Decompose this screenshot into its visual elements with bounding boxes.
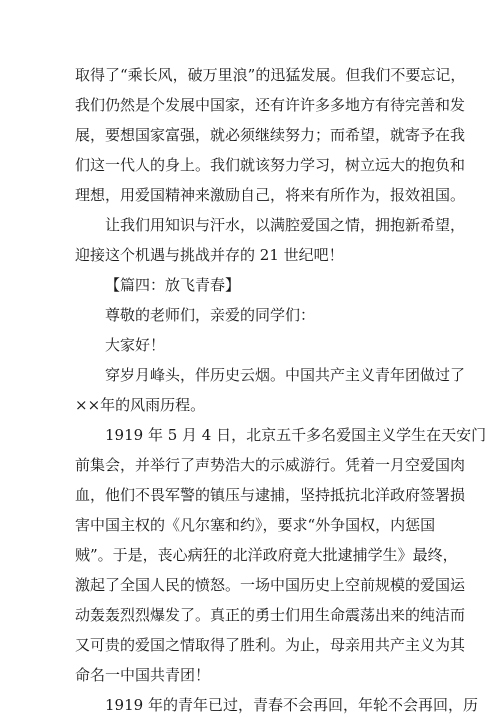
text-line: 血，他们不畏军警的镇压与逮捕，坚持抵抗北洋政府签署损 xyxy=(75,486,466,504)
text-line: 害中国主权的《凡尔塞和约》，要求“外争国权，内惩国 xyxy=(75,516,436,534)
text-line: 理想，用爱国精神来激励自己，将来有所作为，报效祖国。 xyxy=(75,186,466,204)
text-line: 1919 年的青年已过，青春不会再回，年轮不会再回，历 xyxy=(105,696,478,714)
text-line: 取得了“乘长风，破万里浪”的迅猛发展。但我们不要忘记， xyxy=(75,66,466,84)
text-line: ××年的风雨历程。 xyxy=(75,396,206,414)
text-line: 穿岁月峰头，伴历史云烟。中国共产主义青年团做过了 xyxy=(105,366,466,384)
text-line: 激起了全国人民的愤怒。一场中国历史上空前规模的爱国运 xyxy=(75,576,466,594)
text-line: 展，要想国家富强，就必须继续努力；而希望，就寄予在我 xyxy=(75,126,466,144)
text-line: 动轰轰烈烈爆发了。真正的勇士们用生命震荡出来的纯洁而 xyxy=(75,606,466,624)
text-line: 贼”。于是，丧心病狂的北洋政府竟大批逮捕学生》最终， xyxy=(75,546,458,564)
text-line: 让我们用知识与汗水，以满腔爱国之情，拥抱新希望， xyxy=(105,216,466,234)
text-line: 前集会，并举行了声势浩大的示威游行。凭着一月空爱国肉 xyxy=(75,456,466,474)
text-line: 1919 年 5 月 4 日，北京五千多名爱国主义学生在天安门 xyxy=(105,426,487,444)
salutation: 尊敬的老师们，亲爱的同学们： xyxy=(105,306,316,324)
greeting: 大家好！ xyxy=(105,336,166,354)
text-line: 命名一中国共青团！ xyxy=(75,666,211,684)
text-line: 又可贵的爱国之情取得了胜利。为止，母亲用共产主义为其 xyxy=(75,636,466,654)
section-heading: 【篇四：放飞青春】 xyxy=(105,276,241,294)
text-line: 我们仍然是个发展中国家，还有许许多多地方有待完善和发 xyxy=(75,96,466,114)
text-line: 们这一代人的身上。我们就该努力学习，树立远大的抱负和 xyxy=(75,156,466,174)
text-line: 迎接这个机遇与挑战并存的 21 世纪吧！ xyxy=(75,246,344,264)
